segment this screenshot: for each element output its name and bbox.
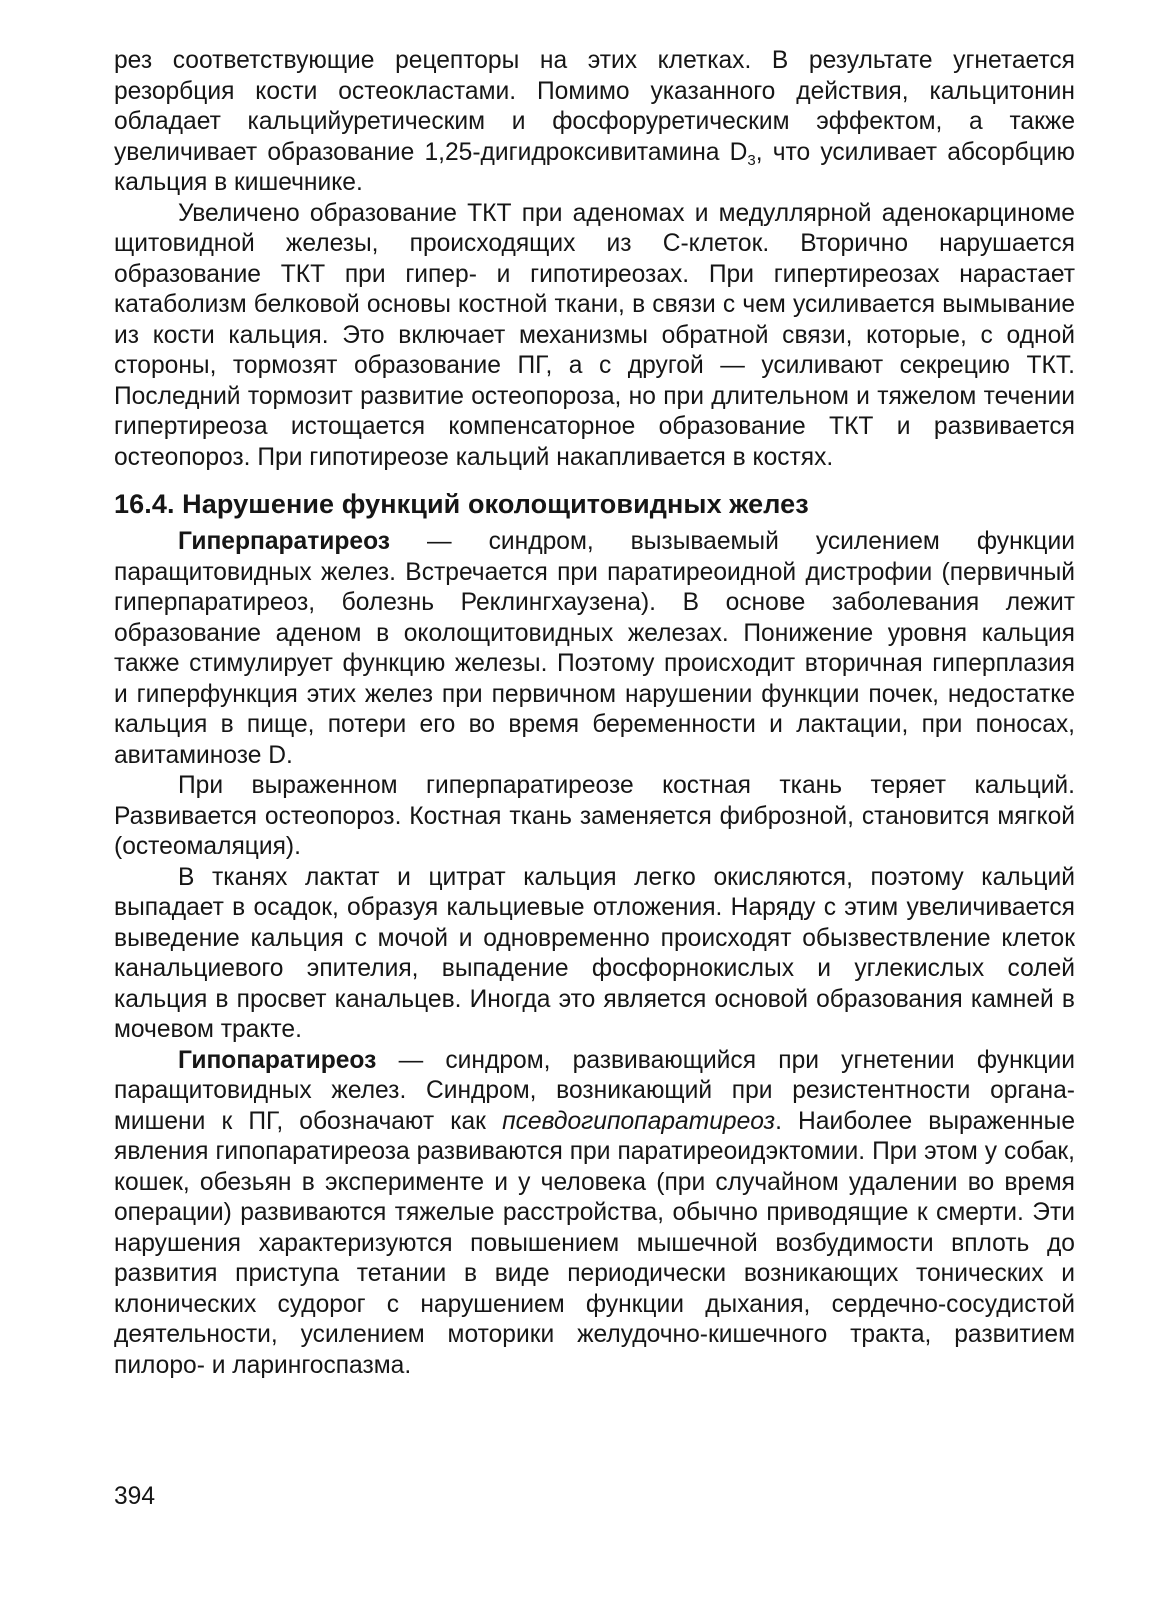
paragraph-bone-calcium-loss: При выраженном гиперпаратиреозе костная ткань теряет кальций. Развивается остеопороз. Костная ткань заменяется фиброзной, становится мягкой (остеомаляция). bbox=[114, 772, 1075, 860]
paragraph-text: рез соответствующие рецепторы на этих клетках. В результате угнетается резорбция кости остеокластами. Помимо указанного действия, кальцитонин обладает кальцийуретическим и фосфоруретическим эффектом, а также увеличивает образование 1,25-дигидроксивитамина D bbox=[114, 47, 1075, 166]
term-pseudohypoparathyroidism: псевдогипопаратиреоз bbox=[502, 1107, 776, 1135]
paragraph-calcium-deposits: В тканях лактат и цитрат кальция легко окисляются, поэтому кальций выпадает в осадок, образуя кальциевые отложения. Наряду с этим увеличивается выведение кальция с мочой и одновременно происходят обызвествление клеток канальциевого эпителия, выпадение фосфорнокислых и углекислых солей кальция в просвет канальцев. Иногда это является основой образования камней в мочевом тракте. bbox=[114, 863, 1075, 1043]
paragraph-text: — синдром, развивающийся при угнетении функции паращитовидных желез. Синдром, возникающий при резистентности органа-мишени к ПГ, обозначают как bbox=[114, 1046, 1075, 1135]
paragraph-text: — синдром, вызываемый усилением функции паращитовидных желез. Встречается при паратиреоидной дистрофии (первичный гиперпаратиреоз, болезнь Реклингхаузена). В основе заболевания лежит образование аденом в околощитовидных железах. Понижение уровня кальция также стимулирует функцию железы. Поэтому происходит вторичная гиперплазия и гиперфункция этих желез при первичном нарушении функции почек, недостатке кальция в пище, потери его во время беременности и лактации, при поносах, авитаминозе D. bbox=[114, 528, 1075, 769]
page-number: 394 bbox=[114, 1483, 156, 1510]
paragraph-hypoparathyroidism bbox=[114, 1046, 1075, 1382]
paragraph-calcitonin-effects bbox=[114, 46, 1075, 199]
body-text bbox=[114, 46, 1075, 1381]
term-hyperparathyroidism: Гиперпаратиреоз bbox=[178, 528, 391, 555]
paragraph-hyperparathyroidism bbox=[114, 527, 1075, 771]
subscript-3: 3 bbox=[747, 151, 756, 169]
term-hypoparathyroidism: Гипопаратиреоз bbox=[178, 1046, 377, 1074]
paragraph-text: . Наиболее выраженные явления гипопаратиреоза развиваются при паратиреоидэктомии. При этом у собак, кошек, обезьян в эксперименте и у человека (при случайном удалении во время операции) развиваются тяжелые расстройства, обычно приводящие к смерти. Эти нарушения характеризуются повышением мышечной возбудимости вплоть до развития приступа тетании в виде периодически возникающих тонических и клонических судорог с нарушением функции дыхания, сердечно-сосудистой деятельности, усилением моторики желудочно-кишечного тракта, развитием пилоро- и ларингоспазма. bbox=[114, 1107, 1075, 1379]
paragraph-tct-formation: Увеличено образование ТКТ при аденомах и медуллярной аденокарциноме щитовидной железы, происходящих из С-клеток. Вторично нарушается образование ТКТ при гипер- и гипотиреозах. При гипертиреозах нарастает катаболизм белковой основы костной ткани, в связи с чем усиливается вымывание из кости кальция. Это включает механизмы обратной связи, которые, с одной стороны, тормозят образование ПГ, а с другой — усиливают секрецию ТКТ. Последний тормозит развитие остеопороза, но при длительном и тяжелом течении гипертиреоза истощается компенсаторное образование ТКТ и развивается остеопороз. При гипотиреозе кальций накапливается в костях. bbox=[114, 199, 1075, 471]
paragraph-text: , что усиливает абсорбцию кальция в кишечнике. bbox=[114, 138, 1075, 196]
section-heading: 16.4. Нарушение функций околощитовидных желез bbox=[114, 489, 809, 519]
